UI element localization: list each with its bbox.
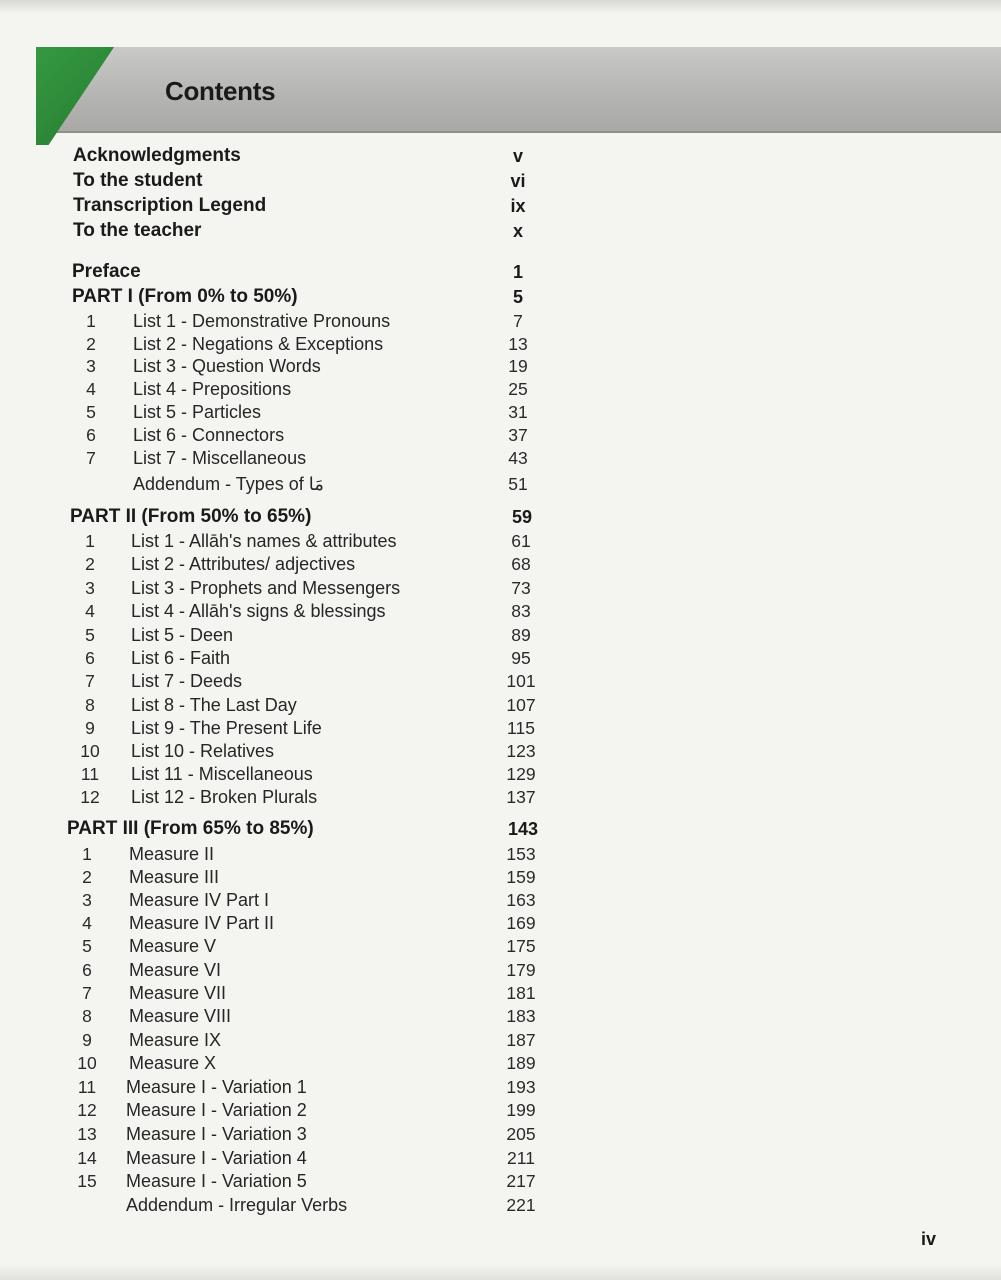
toc-entry-page: 37 [508, 425, 528, 445]
toc-part1-entry[interactable] [0, 472, 1001, 496]
toc-entry-number: 15 [77, 1171, 97, 1191]
toc-entry-page: 19 [508, 356, 528, 376]
toc-entry-page: 43 [508, 448, 528, 468]
toc-entry-title: Measure VI [129, 960, 222, 980]
toc-entry-number: 2 [86, 334, 96, 354]
toc-entry-number: 7 [85, 671, 95, 691]
toc-entry-title: Measure IV Part II [129, 913, 275, 933]
toc-entry-title: PART III (From 65% to 85%) [67, 818, 314, 839]
toc-entry-title: List 1 - Allāh's names & attributes [131, 531, 397, 551]
toc-entry-title: Measure I - Variation 2 [126, 1100, 307, 1120]
toc-entry-title: List 9 - The Present Life [131, 718, 322, 738]
toc-entry-title: Preface [72, 261, 141, 282]
toc-part2-entry[interactable] [0, 785, 1001, 809]
toc-entry-page: 221 [506, 1195, 536, 1215]
toc-part1-entry[interactable] [0, 423, 1001, 447]
toc-entry-title: Measure X [129, 1053, 217, 1073]
page-edge-bottom [0, 1264, 1001, 1280]
toc-part2-entry[interactable] [0, 693, 1001, 717]
toc-entry-number: 4 [82, 913, 92, 933]
toc-entry-page: 175 [506, 936, 536, 956]
toc-entry-title: Measure III [129, 867, 220, 887]
toc-entry-page: 59 [511, 507, 533, 527]
toc-entry-title: List 2 - Attributes/ adjectives [131, 554, 356, 574]
toc-entry-title: List 3 - Prophets and Messengers [131, 578, 401, 598]
toc-entry-page: 169 [506, 913, 536, 933]
toc-part2-entry[interactable] [0, 739, 1001, 763]
toc-front-matter-row[interactable] [0, 169, 1001, 193]
toc-part3-entry[interactable] [0, 958, 1001, 982]
toc-entry-number: 4 [85, 601, 95, 621]
toc-entry-title: List 3 - Question Words [133, 356, 321, 376]
toc-part3-entry[interactable] [0, 1193, 1001, 1217]
toc-entry-page: 217 [506, 1171, 536, 1191]
toc-entry-page: 205 [506, 1124, 536, 1144]
toc-entry-title: Measure I - Variation 1 [126, 1077, 307, 1097]
toc-entry-title: To the student [73, 170, 203, 191]
toc-entry-title: List 12 - Broken Plurals [131, 787, 318, 807]
toc-entry-number: 3 [85, 578, 95, 598]
toc-entry-page: 115 [507, 718, 535, 738]
toc-entry-number: 11 [77, 1077, 97, 1097]
toc-entry-number: 12 [77, 1100, 97, 1120]
toc-part3-entry[interactable] [0, 1004, 1001, 1028]
toc-entry-number: 9 [85, 718, 95, 738]
toc-entry-title: List 7 - Deeds [131, 671, 243, 691]
toc-entry-page: 179 [506, 960, 536, 980]
toc-entry-title: List 6 - Connectors [133, 425, 285, 445]
toc-part3-entry[interactable] [0, 842, 1001, 866]
toc-part3-entry[interactable] [0, 1028, 1001, 1052]
toc-part3-entry[interactable] [0, 888, 1001, 912]
toc-entry-title: List 2 - Negations & Exceptions [133, 334, 384, 354]
toc-part2-entry[interactable] [0, 623, 1001, 647]
toc-entry-title: To the teacher [73, 220, 202, 241]
toc-entry-page: 211 [507, 1148, 535, 1168]
toc-part3-heading[interactable] [0, 817, 1001, 841]
toc-entry-page: 137 [506, 787, 536, 807]
toc-part1-heading[interactable] [0, 285, 1001, 309]
toc-entry-page: 89 [511, 625, 531, 645]
toc-entry-number: 14 [77, 1148, 97, 1168]
toc-entry-page: v [512, 146, 523, 166]
toc-entry-number: 6 [82, 960, 92, 980]
toc-part3-entry[interactable] [0, 934, 1001, 958]
toc-entry-page: 101 [506, 671, 536, 691]
toc-entry-number: 2 [82, 867, 92, 887]
toc-entry-title: List 1 - Demonstrative Pronouns [133, 311, 391, 331]
toc-entry-page: 193 [506, 1077, 536, 1097]
toc-entry-title: Addendum - Irregular Verbs [126, 1195, 348, 1215]
toc-part3-entry[interactable] [0, 1122, 1001, 1146]
toc-entry-number: 6 [85, 648, 95, 668]
toc-entry-title: List 5 - Deen [131, 625, 234, 645]
toc-part2-entry[interactable] [0, 762, 1001, 786]
toc-part2-entry[interactable] [0, 552, 1001, 576]
toc-entry-title: List 5 - Particles [133, 402, 262, 422]
toc-part3-entry[interactable] [0, 911, 1001, 935]
toc-part1-entry[interactable] [0, 332, 1001, 356]
toc-entry-number: 6 [86, 425, 96, 445]
toc-entry-page: 187 [506, 1030, 536, 1050]
toc-entry-page: 7 [513, 311, 523, 331]
toc-part1-entry[interactable] [0, 377, 1001, 401]
toc-part3-entry[interactable] [0, 1146, 1001, 1170]
toc-entry-number: 1 [85, 531, 95, 551]
toc-entry-title: Measure I - Variation 3 [126, 1124, 307, 1144]
toc-entry-number: 10 [80, 741, 100, 761]
toc-entry-title: Measure IX [129, 1030, 222, 1050]
toc-entry-title: Measure VII [129, 983, 227, 1003]
toc-entry-number: 8 [82, 1006, 92, 1026]
toc-entry-title: Measure VIII [129, 1006, 232, 1026]
toc-entry-number: 4 [86, 379, 96, 399]
toc-entry-number: 7 [86, 448, 96, 468]
toc-entry-title: Measure I - Variation 4 [126, 1148, 307, 1168]
toc-entry-page: 153 [506, 844, 536, 864]
toc-entry-page: vi [510, 171, 526, 191]
toc-entry-page: 129 [506, 764, 536, 784]
toc-entry-page: 95 [511, 648, 531, 668]
toc-entry-title: Addendum - Types of مَا [133, 474, 324, 494]
toc-entry-page: ix [510, 196, 526, 216]
toc-part1-entry[interactable] [0, 354, 1001, 378]
toc-entry-title: Measure V [129, 936, 217, 956]
toc-entry-title: Measure II [129, 844, 215, 864]
toc-entry-title: Transcription Legend [73, 195, 267, 216]
toc-part3-entry[interactable] [0, 1051, 1001, 1075]
toc-entry-page: 163 [506, 890, 536, 910]
toc-part2-heading[interactable] [0, 505, 1001, 529]
toc-entry-title: List 4 - Prepositions [133, 379, 292, 399]
toc-part2-entry[interactable] [0, 576, 1001, 600]
toc-entry-page: 183 [506, 1006, 536, 1026]
toc-entry-title: Measure IV Part I [129, 890, 270, 910]
toc-front-matter-row[interactable] [0, 144, 1001, 168]
toc-entry-page: 199 [506, 1100, 536, 1120]
toc-entry-title: PART II (From 50% to 65%) [70, 506, 312, 527]
toc-part1-entry[interactable] [0, 446, 1001, 470]
toc-front-matter-row[interactable] [0, 219, 1001, 243]
toc-entry-number: 9 [82, 1030, 92, 1050]
toc-entry-page: x [512, 221, 523, 241]
toc-entry-number: 12 [80, 787, 100, 807]
toc-entry-number: 1 [82, 844, 92, 864]
toc-entry-number: 8 [85, 695, 95, 715]
toc-entry-number: 3 [86, 356, 96, 376]
toc-entry-page: 143 [507, 819, 539, 839]
toc-entry-title: List 10 - Relatives [131, 741, 275, 761]
toc-part1-entry[interactable] [0, 309, 1001, 333]
toc-entry-page: 83 [511, 601, 531, 621]
toc-entry-title: Measure I - Variation 5 [126, 1171, 307, 1191]
toc-entry-page: 61 [511, 531, 531, 551]
toc-entry-number: 5 [85, 625, 95, 645]
toc-entry-title: Acknowledgments [73, 145, 241, 166]
toc-entry-number: 5 [82, 936, 92, 956]
toc-entry-title: List 11 - Miscellaneous [131, 764, 313, 784]
toc-front-matter-row[interactable] [0, 194, 1001, 218]
toc-entry-page: 68 [511, 554, 531, 574]
toc-entry-page: 5 [512, 287, 523, 307]
toc-part2-entry[interactable] [0, 599, 1001, 623]
toc-entry-number: 7 [82, 983, 92, 1003]
toc-part1-entry[interactable] [0, 400, 1001, 424]
contents-title: Contents [165, 76, 276, 106]
toc-entry-number: 5 [86, 402, 96, 422]
toc-entry-page: 31 [508, 402, 528, 422]
toc-entry-page: 107 [506, 695, 536, 715]
toc-part3-entry[interactable] [0, 1098, 1001, 1122]
toc-entry-page: 189 [506, 1053, 536, 1073]
toc-entry-number: 3 [82, 890, 92, 910]
toc-entry-page: 181 [506, 983, 536, 1003]
toc-entry-page: 1 [512, 262, 523, 282]
toc-entry-page: 51 [508, 474, 528, 494]
toc-part3-entry[interactable] [0, 981, 1001, 1005]
toc-entry-number: 10 [77, 1053, 97, 1073]
toc-entry-number: 1 [86, 311, 96, 331]
toc-entry-title: PART I (From 0% to 50%) [72, 286, 298, 307]
page-number: iv [921, 1229, 937, 1249]
toc-entry-number: 13 [77, 1124, 97, 1144]
page-edge-top [0, 0, 1001, 14]
toc-entry-title: List 8 - The Last Day [131, 695, 297, 715]
toc-entry-title: List 7 - Miscellaneous [133, 448, 307, 468]
toc-entry-title: List 4 - Allāh's signs & blessings [131, 601, 386, 621]
toc-entry-page: 25 [508, 379, 528, 399]
toc-preface-row[interactable] [0, 260, 1001, 284]
toc-part2-entry[interactable] [0, 669, 1001, 693]
toc-entry-page: 123 [506, 741, 536, 761]
toc-entry-page: 159 [506, 867, 536, 887]
toc-part2-entry[interactable] [0, 716, 1001, 740]
toc-entry-title: List 6 - Faith [131, 648, 231, 668]
toc-part3-entry[interactable] [0, 865, 1001, 889]
toc-entry-page: 13 [508, 334, 528, 354]
toc-part2-entry[interactable] [0, 529, 1001, 553]
toc-entry-number: 11 [80, 764, 100, 784]
toc-part3-entry[interactable] [0, 1075, 1001, 1099]
toc-entry-page: 73 [511, 578, 531, 598]
toc-entry-number: 2 [85, 554, 95, 574]
toc-part2-entry[interactable] [0, 646, 1001, 670]
toc-part3-entry[interactable] [0, 1169, 1001, 1193]
